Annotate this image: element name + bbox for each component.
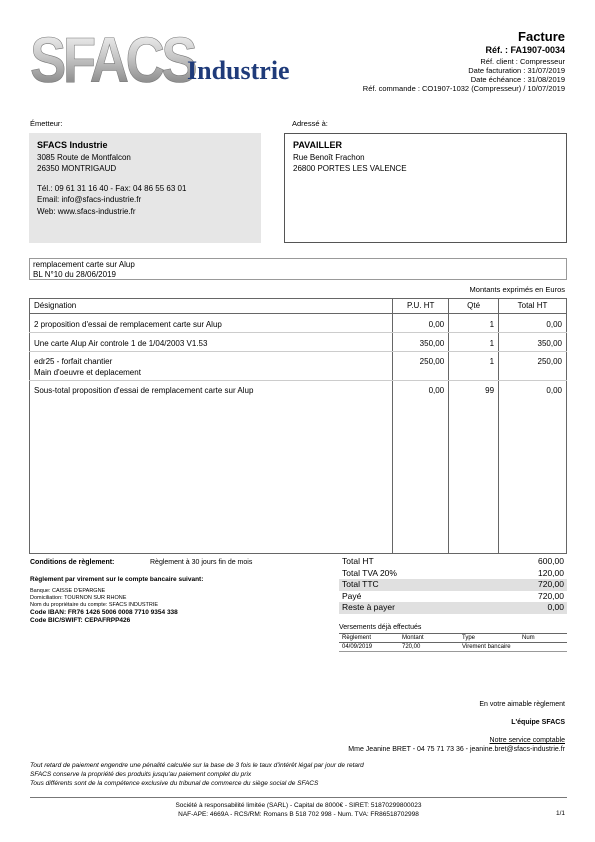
row-total: 250,00 bbox=[499, 352, 567, 381]
invoice-ref: Réf. : FA1907-0034 bbox=[485, 45, 565, 55]
payment-type: Virement bancaire bbox=[462, 644, 511, 650]
due-date: Date échéance : 31/08/2019 bbox=[470, 75, 565, 84]
accounting-service: Notre service comptable bbox=[489, 737, 565, 744]
row-qty: 1 bbox=[449, 314, 499, 333]
total-row bbox=[339, 591, 567, 603]
table-row bbox=[30, 333, 567, 352]
col-total: Total HT bbox=[499, 299, 567, 314]
row-pu: 350,00 bbox=[393, 333, 449, 352]
conditions-label: Conditions de règlement: bbox=[30, 559, 115, 566]
emitter-email: Email: info@sfacs-industrie.fr bbox=[37, 195, 142, 204]
table-row bbox=[30, 314, 567, 333]
payments-made bbox=[339, 624, 567, 652]
client-ref: Réf. client : Compresseur bbox=[480, 57, 565, 66]
sfacs-logo-graphic bbox=[30, 30, 320, 90]
payments-col: Type bbox=[462, 635, 476, 641]
currency-note: Montants exprimés en Euros bbox=[469, 285, 565, 294]
row-designation: Sous-total proposition d'essai de remplacement carte sur Alup bbox=[30, 381, 393, 554]
total-label: Total TTC bbox=[342, 579, 379, 589]
total-label: Total HT bbox=[342, 556, 374, 566]
note-line1: remplacement carte sur Alup bbox=[33, 260, 135, 269]
payments-header bbox=[339, 633, 567, 643]
order-ref: Réf. commande : CO1907-1032 (Compresseur) / 10/07/2019 bbox=[362, 84, 565, 93]
recipient-address1: Rue Benoît Frachon bbox=[293, 152, 365, 162]
emitter-phone: Tél.: 09 61 31 16 40 - Fax: 04 86 55 63 01 bbox=[37, 183, 187, 193]
total-row bbox=[339, 556, 567, 568]
emitter-web: Web: www.sfacs-industrie.fr bbox=[37, 206, 136, 216]
row-qty: 99 bbox=[449, 381, 499, 554]
team-name: L'équipe SFACS bbox=[511, 719, 565, 726]
bank-domiciliation: Domiciliation: TOURNON SUR RHONE bbox=[30, 595, 127, 601]
footer-line: NAF-APE: 4669A - RCS/RM: Romans B 518 702 998 - Num. TVA: FR86518702998 bbox=[178, 811, 419, 818]
recipient-name: PAVAILLER bbox=[293, 140, 342, 150]
row-total: 0,00 bbox=[499, 314, 567, 333]
logo-text: SFACS bbox=[30, 30, 195, 90]
legal-notes bbox=[30, 761, 364, 788]
legal-line: Tous différents sont de la compétence exclusive du tribunal de commerce du siège social de SFACS bbox=[30, 780, 319, 787]
legal-line: SFACS conserve la propriété des produits jusqu'au paiement complet du prix bbox=[30, 771, 252, 778]
bic: Code BIC/SWIFT: CEPAFRPP426 bbox=[30, 617, 131, 624]
payment-date: 04/09/2019 bbox=[342, 644, 373, 650]
col-pu: P.U. HT bbox=[393, 299, 449, 314]
conditions-value: Règlement à 30 jours fin de mois bbox=[150, 559, 253, 566]
table-row bbox=[30, 381, 567, 554]
total-row bbox=[339, 568, 567, 580]
accounting-contact: Mme Jeanine BRET - 04 75 71 73 36 - jeanine.bret@sfacs-industrie.fr bbox=[348, 746, 565, 753]
footer bbox=[30, 801, 567, 819]
items-table bbox=[29, 298, 567, 554]
table-header-row bbox=[30, 299, 567, 314]
transfer-heading: Règlement par virement sur le compte bancaire suivant: bbox=[30, 576, 204, 583]
signature-block bbox=[348, 700, 565, 754]
col-designation: Désignation bbox=[30, 299, 393, 314]
total-label: Reste à payer bbox=[342, 602, 395, 612]
footer-divider bbox=[30, 797, 567, 798]
row-qty: 1 bbox=[449, 333, 499, 352]
total-label: Total TVA 20% bbox=[342, 567, 397, 578]
note-line2: BL N°10 du 28/06/2019 bbox=[33, 270, 116, 279]
total-value: 120,00 bbox=[538, 567, 564, 578]
total-value: 0,00 bbox=[547, 602, 564, 612]
closing-line: En votre aimable règlement bbox=[479, 701, 565, 708]
payment-amount: 720,00 bbox=[402, 644, 421, 650]
emitter-address2: 26350 MONTRIGAUD bbox=[37, 164, 117, 173]
note-box bbox=[29, 258, 567, 280]
table-row bbox=[30, 352, 567, 381]
account-owner: Nom du propriétaire du compte: SFACS INDUSTRIE bbox=[30, 602, 159, 608]
bank-name: Banque: CAISSE D'EPARGNE bbox=[30, 588, 106, 594]
footer-line: Société à responsabilité limitée (SARL) - Capital de 8000€ - SIRET: 51870299800023 bbox=[175, 802, 422, 809]
total-value: 720,00 bbox=[538, 579, 564, 589]
payments-col: Montant bbox=[402, 635, 424, 641]
totals-block bbox=[339, 556, 567, 614]
payment-row bbox=[339, 643, 567, 652]
row-pu: 250,00 bbox=[393, 352, 449, 381]
legal-line: Tout retard de paiement engendre une pénalité calculée sur la base de 3 fois le taux d'intérêt légal par jour de retard bbox=[30, 762, 364, 769]
emitter-name: SFACS Industrie bbox=[37, 140, 108, 150]
row-designation: edr25 - forfait chantier bbox=[34, 357, 113, 366]
row-qty: 1 bbox=[449, 352, 499, 381]
emitter-address1: 3085 Route de Montfalcon bbox=[37, 152, 131, 162]
invoice-header bbox=[363, 30, 565, 93]
recipient-box bbox=[284, 133, 567, 243]
total-value: 720,00 bbox=[538, 590, 564, 601]
invoice-title: Facture bbox=[518, 29, 565, 44]
total-value: 600,00 bbox=[538, 556, 564, 566]
company-logo bbox=[30, 30, 320, 90]
row-designation-detail: Main d'oeuvre et deplacement bbox=[34, 368, 141, 377]
recipient-label: Adressé à: bbox=[292, 119, 328, 128]
payments-col: Règlement bbox=[342, 635, 372, 641]
payment-conditions bbox=[30, 558, 330, 625]
logo-subtext: Industrie bbox=[187, 56, 290, 85]
payments-title: Versements déjà effectués bbox=[339, 624, 422, 631]
row-designation: 2 proposition d'essai de remplacement carte sur Alup bbox=[30, 314, 393, 333]
total-label: Payé bbox=[342, 590, 362, 601]
payments-col: Num bbox=[522, 635, 535, 641]
page-number: 1/1 bbox=[555, 810, 565, 817]
iban: Code IBAN: FR76 1426 5006 0008 7710 9354 338 bbox=[30, 609, 178, 616]
col-qty: Qté bbox=[449, 299, 499, 314]
row-designation: Une carte Alup Air controle 1 de 1/04/2003 V1.53 bbox=[30, 333, 393, 352]
row-total: 350,00 bbox=[499, 333, 567, 352]
row-pu: 0,00 bbox=[393, 381, 449, 554]
row-pu: 0,00 bbox=[393, 314, 449, 333]
recipient-address2: 26800 PORTES LES VALENCE bbox=[293, 164, 407, 173]
emitter-box bbox=[29, 133, 261, 243]
row-total: 0,00 bbox=[499, 381, 567, 554]
invoice-date: Date facturation : 31/07/2019 bbox=[468, 66, 565, 75]
emitter-label: Émetteur: bbox=[30, 119, 63, 128]
total-row bbox=[339, 602, 567, 614]
total-row bbox=[339, 579, 567, 591]
payment-num bbox=[522, 643, 570, 651]
row-designation-cell bbox=[30, 352, 393, 381]
